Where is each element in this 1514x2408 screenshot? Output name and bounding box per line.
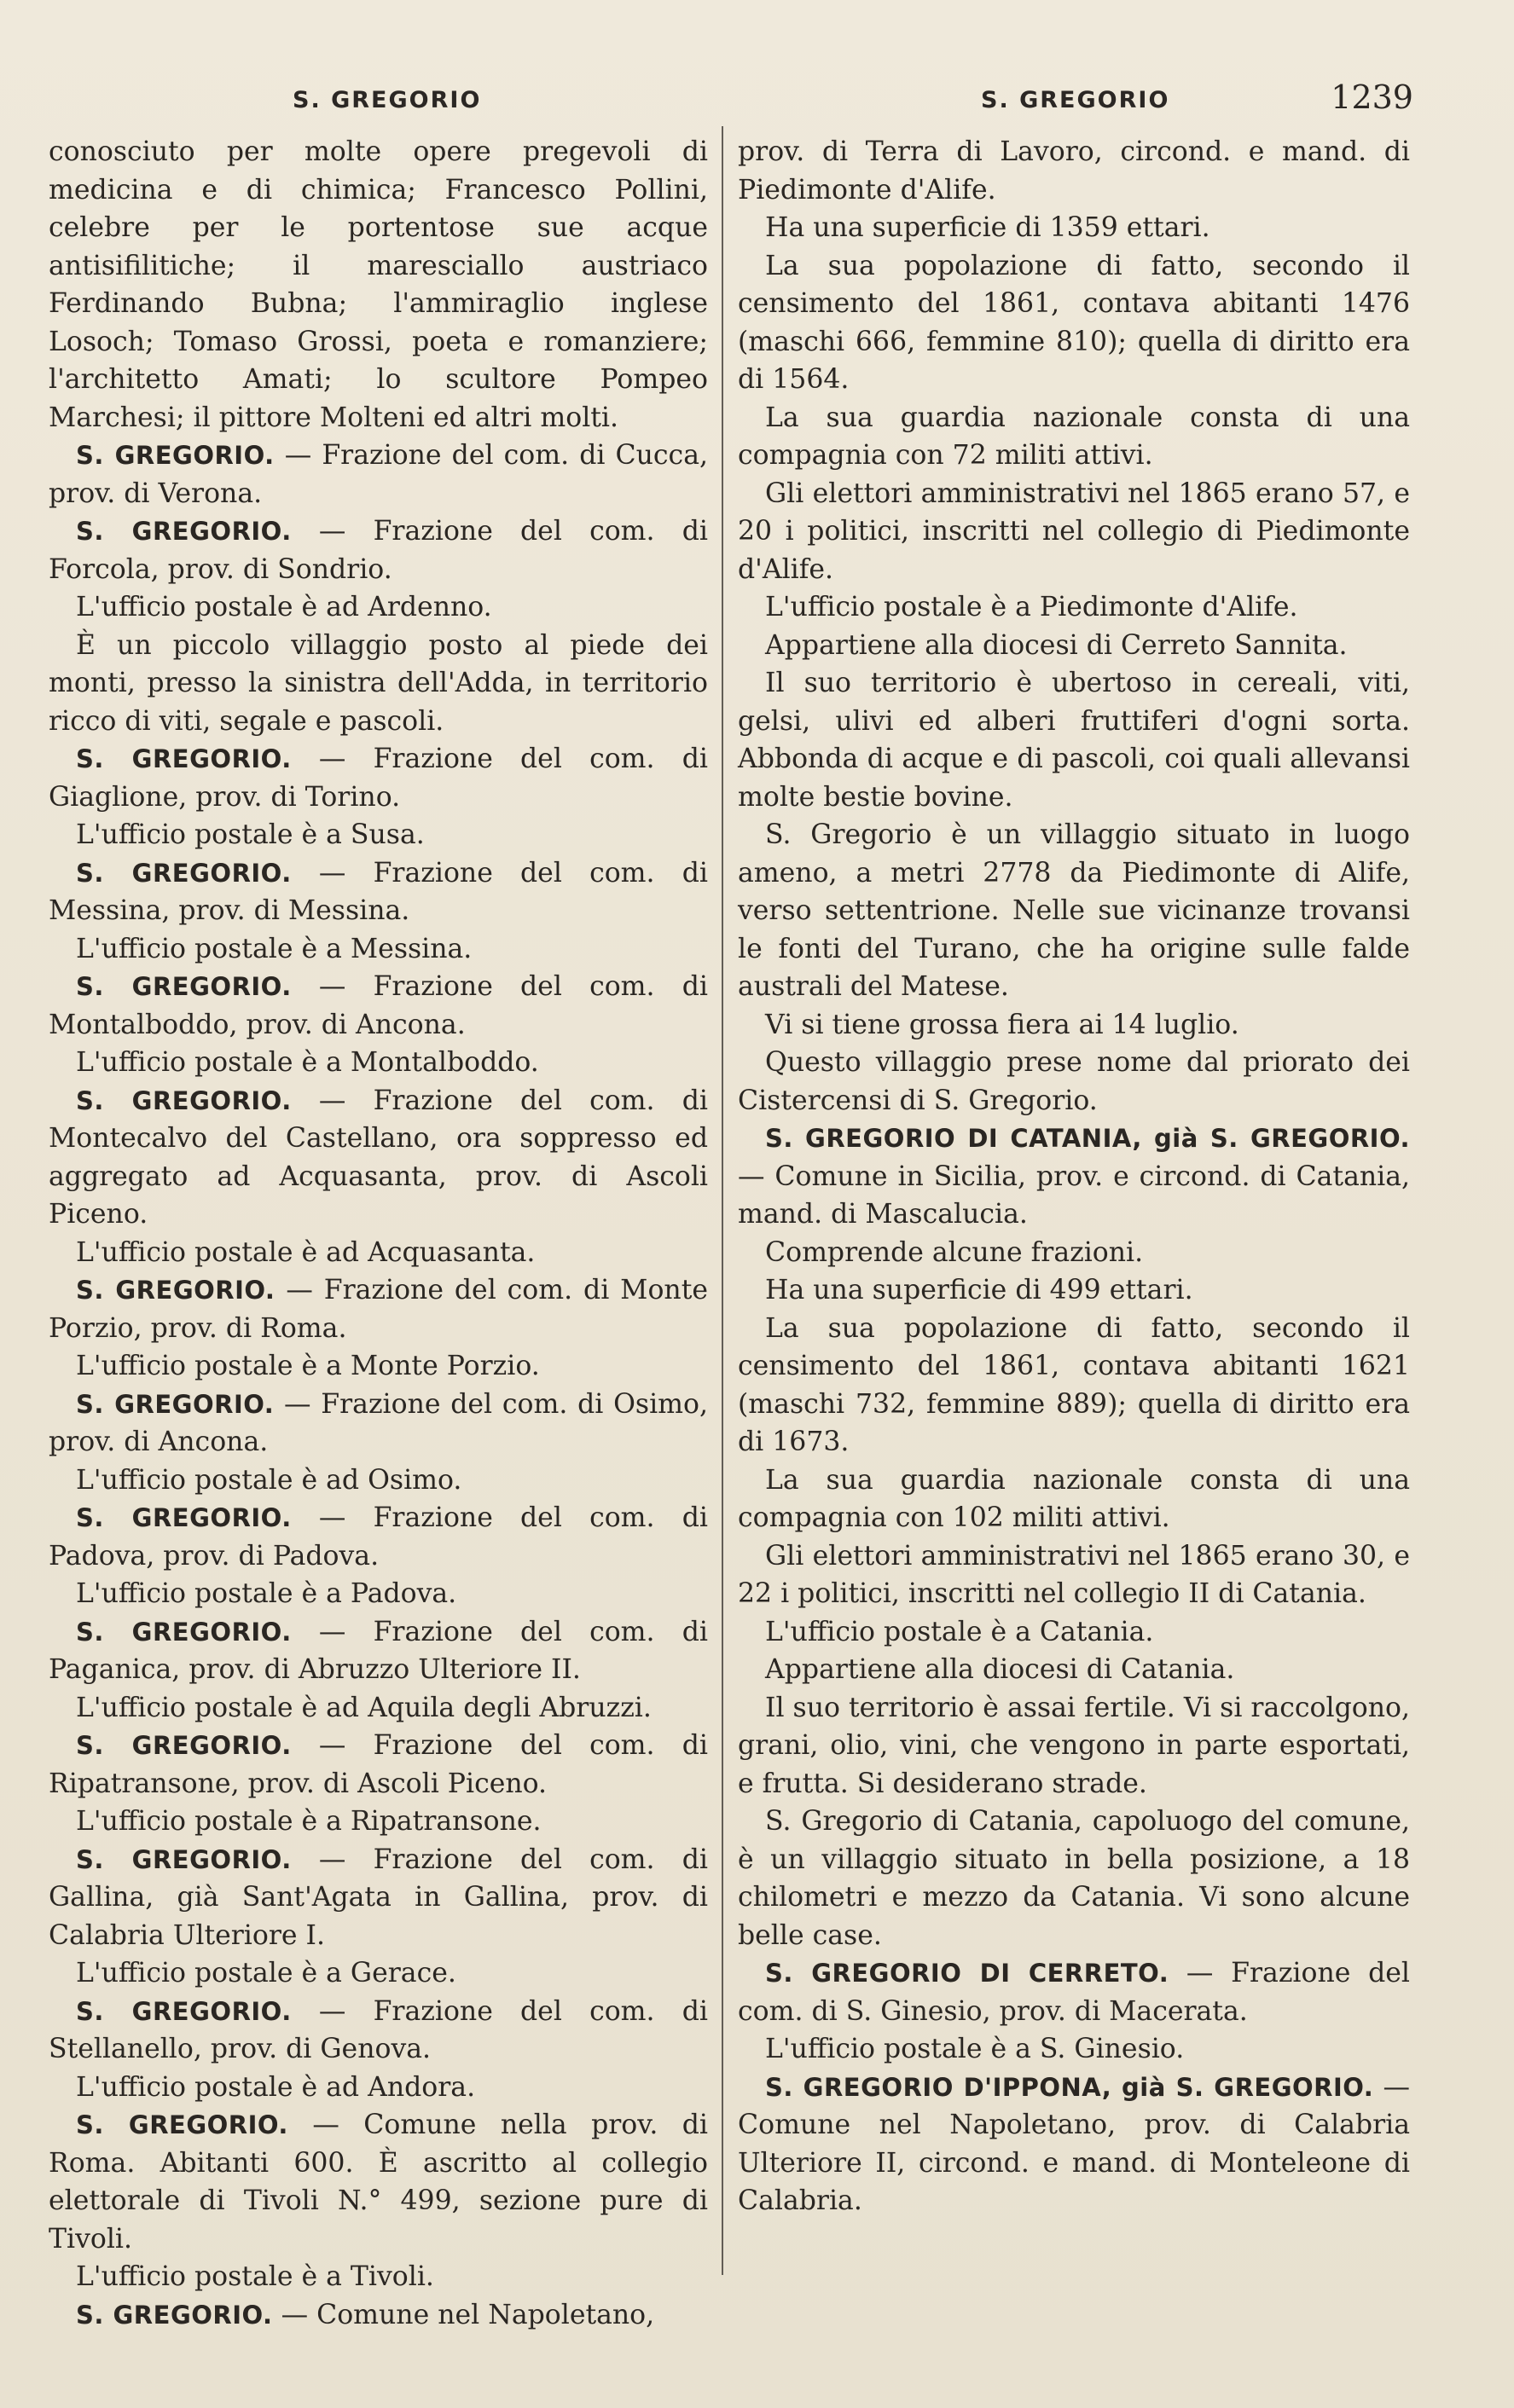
entry-text: — Frazione del com. di Gallina, già Sant'Agata in Gallina, prov. di Calabria Ulteriore I.: [49, 1844, 708, 1951]
entry-text: — Frazione del com. di Giaglione, prov. di Torino.: [49, 744, 708, 813]
entry-text: Gli elettori amministrativi nel 1865 erano 30, e 22 i politici, inscritti nel collegio II di Catania.: [738, 1540, 1410, 1609]
entry-heading: S. GREGORIO.: [76, 1503, 292, 1532]
entry-text: — Frazione del com. di Montalboddo, prov. di Ancona.: [49, 971, 708, 1040]
entry-text: — Frazione del com. di Stellanello, prov. di Genova.: [49, 1995, 708, 2064]
entry-paragraph: [49, 1386, 708, 1462]
entry-text: L'ufficio postale è a Ripatransone.: [76, 1806, 542, 1837]
right-column: [738, 133, 1410, 2220]
entry-paragraph: [49, 1727, 708, 1803]
entry-paragraph: [738, 2069, 1410, 2220]
entry-text: L'ufficio postale è a Catania.: [765, 1616, 1154, 1647]
text-paragraph: [49, 1462, 708, 1500]
text-paragraph: [738, 1234, 1410, 1272]
entry-text: Questo villaggio prese nome dal priorato dei Cistercensi di S. Gregorio.: [738, 1047, 1410, 1116]
entry-paragraph: [49, 854, 708, 930]
text-paragraph: [738, 1613, 1410, 1652]
entry-heading: S. GREGORIO.: [76, 1996, 292, 2026]
text-paragraph: [738, 1006, 1410, 1045]
entry-paragraph: [49, 1082, 708, 1234]
entry-text: conosciuto per molte opere pregevoli di medicina e di chimica; Francesco Pollini, celebre per le portentose sue acque antisifilitiche; il maresciallo austriaco Ferdinando Bubna; l'ammiraglio inglese Losoch; Tomaso Grossi, poeta e romanziere; l'architetto Amati; lo scultore Pompeo Marchesi; il pittore Molteni ed altri molti.: [49, 136, 708, 433]
entry-text: Vi si tiene grossa fiera ai 14 luglio.: [765, 1009, 1239, 1040]
entry-text: Il suo territorio è assai fertile. Vi si raccolgono, grani, olio, vini, che vengono in parte esportati, e frutta. Si desiderano strade.: [738, 1692, 1410, 1799]
entry-paragraph: [49, 1613, 708, 1689]
text-paragraph: [49, 1044, 708, 1082]
entry-text: La sua guardia nazionale consta di una compagnia con 102 militi attivi.: [738, 1464, 1410, 1533]
entry-heading: S. GREGORIO.: [76, 2300, 273, 2330]
left-running-head: S. GREGORIO: [293, 87, 482, 113]
text-paragraph: [738, 1462, 1410, 1537]
entry-text: L'ufficio postale è a Monte Porzio.: [76, 1351, 540, 1381]
entry-heading: S. GREGORIO.: [76, 517, 292, 546]
text-paragraph: [738, 1310, 1410, 1462]
entry-paragraph: [738, 1120, 1410, 1234]
entry-text: L'ufficio postale è ad Osimo.: [76, 1464, 462, 1496]
entry-text: — Frazione del com. di Messina, prov. di Messina.: [49, 857, 708, 926]
text-paragraph: [738, 209, 1410, 247]
text-paragraph: [738, 1537, 1410, 1613]
entry-text: L'ufficio postale è ad Andora.: [76, 2071, 476, 2103]
text-paragraph: [49, 2069, 708, 2107]
entry-heading: S. GREGORIO.: [76, 1844, 292, 1874]
entry-text: prov. di Terra di Lavoro, circond. e mand. di Piedimonte d'Alife.: [738, 136, 1410, 205]
entry-heading: S. GREGORIO.: [76, 1276, 276, 1305]
entry-text: L'ufficio postale è a Messina.: [76, 933, 473, 964]
entry-heading: S. GREGORIO.: [76, 1085, 292, 1115]
entry-heading: S. GREGORIO.: [76, 858, 292, 888]
text-paragraph: [738, 247, 1410, 399]
text-paragraph: [738, 1271, 1410, 1310]
entry-text: L'ufficio postale è a Gerace.: [76, 1958, 456, 1988]
text-paragraph: [738, 1651, 1410, 1689]
entry-text: — Frazione del com. di Monte Porzio, prov. di Roma.: [49, 1275, 708, 1344]
entry-text: — Frazione del com. di Ripatransone, prov. di Ascoli Piceno.: [49, 1730, 708, 1799]
text-paragraph: [49, 1954, 708, 1993]
entry-text: S. Gregorio di Catania, capoluogo del comune, è un villaggio situato in bella posizione, a 18 chilometri e mezzo da Catania. Vi sono alcune belle case.: [738, 1806, 1410, 1951]
entry-text: L'ufficio postale è a Tivoli.: [76, 2261, 434, 2292]
entry-paragraph: [49, 1993, 708, 2069]
entry-text: Il suo territorio è ubertoso in cereali, viti, gelsi, ulivi ed alberi fruttiferi d'ogni sorta. Abbonda di acque e di pascoli, coi quali allevansi molte bestie bovine.: [738, 668, 1410, 813]
text-paragraph: [49, 1234, 708, 1272]
right-running-head: S. GREGORIO: [981, 87, 1170, 113]
entry-text: — Comune nel Napoletano,: [272, 2299, 655, 2330]
entry-text: Ha una superficie di 1359 ettari.: [765, 212, 1210, 243]
entry-text: — Comune nel Napoletano, prov. di Calabria Ulteriore II, circond. e mand. di Monteleone di Calabria.: [738, 2071, 1410, 2216]
entry-text: L'ufficio postale è a S. Ginesio.: [765, 2034, 1185, 2064]
entry-text: — Frazione del com. di Padova, prov. di Padova.: [49, 1502, 708, 1572]
entry-text: Gli elettori amministrativi nel 1865 erano 57, e 20 i politici, inscritti nel collegio di Piedimonte d'Alife.: [738, 478, 1410, 585]
entry-text: Ha una superficie di 499 ettari.: [765, 1275, 1193, 1305]
entry-text: L'ufficio postale è ad Acquasanta.: [76, 1236, 536, 1268]
entry-text: La sua popolazione di fatto, secondo il censimento del 1861, contava abitanti 1476 (maschi 666, femmine 810); quella di diritto era di 1564.: [738, 250, 1410, 395]
entry-paragraph: [49, 2296, 708, 2335]
entry-paragraph: [49, 437, 708, 512]
text-paragraph: [49, 627, 708, 741]
text-paragraph: [738, 399, 1410, 475]
entry-text: — Comune in Sicilia, prov. e circond. di Catania, mand. di Mascalucia.: [738, 1161, 1410, 1230]
text-paragraph: [49, 1689, 708, 1728]
entry-paragraph: [49, 2106, 708, 2258]
entry-text: La sua popolazione di fatto, secondo il censimento del 1861, contava abitanti 1621 (maschi 732, femmine 889); quella di diritto era di 1673.: [738, 1312, 1410, 1457]
text-paragraph: [49, 930, 708, 969]
entry-heading: S. GREGORIO D'IPPONA, già S. GREGORIO.: [765, 2072, 1374, 2102]
text-paragraph: [49, 133, 708, 437]
entry-text: È un piccolo villaggio posto al piede dei monti, presso la sinistra dell'Adda, in territorio ricco di viti, segale e pascoli.: [49, 629, 708, 737]
text-paragraph: [49, 588, 708, 627]
text-paragraph: [738, 627, 1410, 665]
entry-heading: S. GREGORIO.: [76, 972, 292, 1001]
text-paragraph: [49, 816, 708, 854]
text-paragraph: [738, 133, 1410, 209]
entry-paragraph: [49, 740, 708, 816]
text-paragraph: [738, 664, 1410, 816]
entry-paragraph: [49, 968, 708, 1044]
entry-text: — Frazione del com. di S. Ginesio, prov. di Macerata.: [738, 1958, 1410, 2027]
entry-text: L'ufficio postale è ad Aquila degli Abruzzi.: [76, 1692, 652, 1723]
text-paragraph: [49, 1803, 708, 1841]
left-column: [49, 133, 708, 2334]
entry-text: La sua guardia nazionale consta di una compagnia con 72 militi attivi.: [738, 402, 1410, 471]
entry-text: L'ufficio postale è a Montalboddo.: [76, 1047, 539, 1078]
entry-text: L'ufficio postale è a Padova.: [76, 1578, 457, 1609]
text-paragraph: [49, 1575, 708, 1613]
entry-heading: S. GREGORIO DI CERRETO.: [765, 1959, 1169, 1988]
entry-text: — Frazione del com. di Paganica, prov. di Abruzzo Ulteriore II.: [49, 1616, 708, 1685]
column-divider: [722, 126, 723, 2275]
entry-text: Comprende alcune frazioni.: [765, 1236, 1144, 1268]
text-paragraph: [49, 2258, 708, 2296]
entry-heading: S. GREGORIO.: [76, 744, 292, 773]
text-paragraph: [738, 2030, 1410, 2069]
entry-text: L'ufficio postale è a Susa.: [76, 819, 425, 850]
page-number: 1239: [1331, 78, 1413, 116]
entry-paragraph: [49, 1499, 708, 1575]
entry-paragraph: [49, 1841, 708, 1955]
entry-heading: S. GREGORIO.: [76, 1731, 292, 1760]
text-paragraph: [738, 1803, 1410, 1954]
text-paragraph: [49, 1347, 708, 1386]
entry-paragraph: [49, 1271, 708, 1347]
text-paragraph: [738, 588, 1410, 627]
entry-text: L'ufficio postale è ad Ardenno.: [76, 592, 492, 622]
entry-heading: S. GREGORIO.: [76, 441, 275, 470]
text-paragraph: [738, 1689, 1410, 1803]
entry-text: S. Gregorio è un villaggio situato in luogo ameno, a metri 2778 da Piedimonte di Alife, verso settentrione. Nelle sue vicinanze trovansi le fonti del Turano, che ha origine sulle falde australi del Matese.: [738, 819, 1410, 1002]
text-paragraph: [738, 816, 1410, 1006]
entry-text: — Comune nella prov. di Roma. Abitanti 600. È ascritto al collegio elettorale di Tivoli N.° 499, sezione pure di Tivoli.: [49, 2110, 708, 2255]
entry-text: — Frazione del com. di Forcola, prov. di Sondrio.: [49, 516, 708, 585]
entry-heading: S. GREGORIO DI CATANIA, già S. GREGORIO.: [765, 1124, 1410, 1153]
entry-paragraph: [738, 1954, 1410, 2030]
entry-heading: S. GREGORIO.: [76, 1389, 275, 1419]
entry-text: Appartiene alla diocesi di Catania.: [765, 1654, 1235, 1685]
entry-text: Appartiene alla diocesi di Cerreto Sannita.: [765, 629, 1348, 661]
entry-text: L'ufficio postale è a Piedimonte d'Alife.: [765, 592, 1298, 622]
text-paragraph: [738, 1044, 1410, 1120]
entry-paragraph: [49, 512, 708, 588]
entry-heading: S. GREGORIO.: [76, 1617, 292, 1647]
entry-text: — Frazione del com. di Cucca, prov. di Verona.: [49, 440, 708, 509]
entry-text: — Frazione del com. di Montecalvo del Castellano, ora soppresso ed aggregato ad Acquasanta, prov. di Ascoli Piceno.: [49, 1085, 708, 1230]
text-paragraph: [738, 475, 1410, 589]
entry-heading: S. GREGORIO.: [76, 2110, 288, 2139]
entry-text: — Frazione del com. di Osimo, prov. di Ancona.: [49, 1388, 708, 1457]
